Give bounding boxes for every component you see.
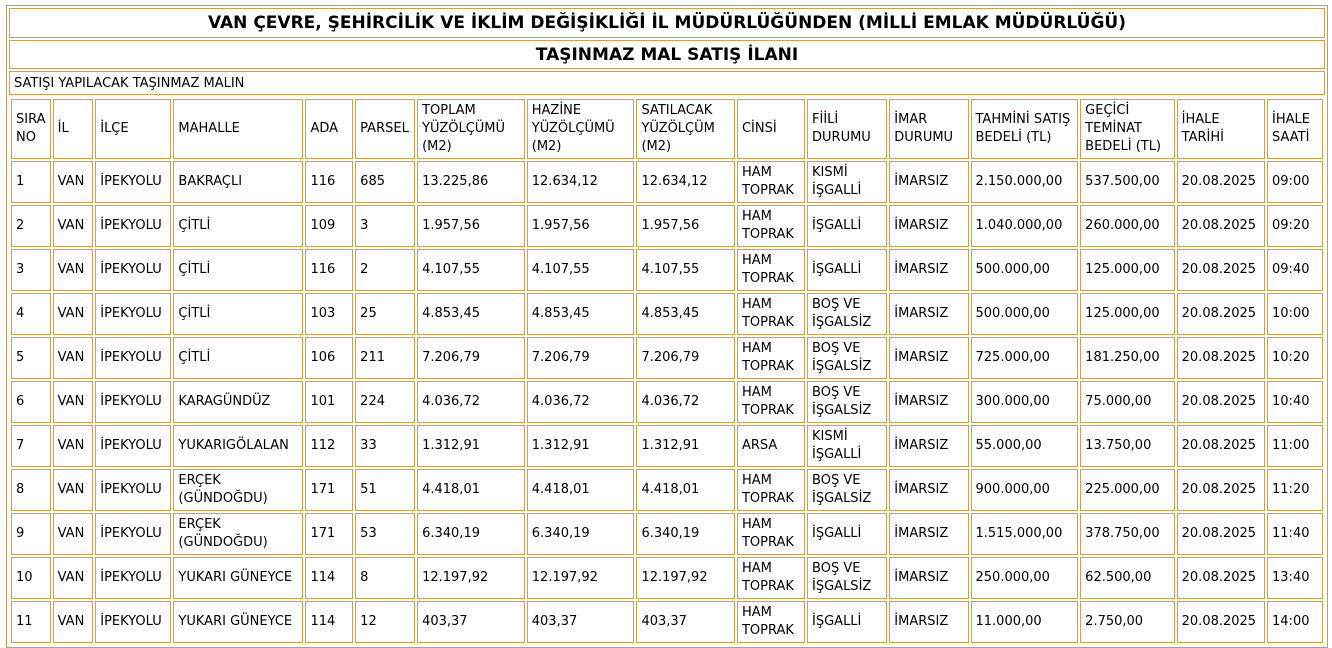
- cell-fiili-durumu: İŞGALLİ: [807, 513, 887, 555]
- cell-hazine-yuzolcumu: 4.853,45: [527, 293, 635, 335]
- cell-il: VAN: [53, 557, 94, 599]
- cell-tahmini-satis-bedeli: 500.000,00: [971, 293, 1079, 335]
- page-subtitle: TAŞINMAZ MAL SATIŞ İLANI: [9, 40, 1325, 69]
- cell-tahmini-satis-bedeli: 725.000,00: [971, 337, 1079, 379]
- cell-sira-no: 5: [11, 337, 51, 379]
- column-header-mahalle: MAHALLE: [173, 99, 303, 159]
- table-row: [11, 249, 1323, 291]
- cell-ihale-saati: 11:20: [1267, 469, 1323, 511]
- cell-hazine-yuzolcumu: 4.418,01: [527, 469, 635, 511]
- cell-satilacak-yuzolcum: 4.036,72: [636, 381, 735, 423]
- cell-satilacak-yuzolcum: 4.107,55: [636, 249, 735, 291]
- cell-sira-no: 11: [11, 601, 51, 643]
- grid-body: [11, 161, 1323, 643]
- cell-satilacak-yuzolcum: 4.418,01: [636, 469, 735, 511]
- cell-mahalle: BAKRAÇLI: [173, 161, 303, 203]
- table-row: [11, 161, 1323, 203]
- cell-imar-durumu: İMARSIZ: [889, 161, 968, 203]
- column-header-imar-durumu: İMAR DURUMU: [889, 99, 968, 159]
- cell-il: VAN: [53, 513, 94, 555]
- cell-il: VAN: [53, 249, 94, 291]
- cell-parsel: 224: [355, 381, 415, 423]
- column-header-ilce: İLÇE: [95, 99, 171, 159]
- cell-gecici-teminat-bedeli: 125.000,00: [1080, 249, 1174, 291]
- cell-toplam-yuzolcumu: 12.197,92: [417, 557, 525, 599]
- cell-ilce: İPEKYOLU: [95, 381, 171, 423]
- column-header-il: İL: [53, 99, 94, 159]
- cell-gecici-teminat-bedeli: 181.250,00: [1080, 337, 1174, 379]
- cell-ihale-saati: 10:20: [1267, 337, 1323, 379]
- cell-ilce: İPEKYOLU: [95, 425, 171, 467]
- cell-fiili-durumu: BOŞ VE İŞGALSİZ: [807, 293, 887, 335]
- cell-fiili-durumu: BOŞ VE İŞGALSİZ: [807, 469, 887, 511]
- cell-ihale-saati: 11:00: [1267, 425, 1323, 467]
- cell-gecici-teminat-bedeli: 62.500,00: [1080, 557, 1174, 599]
- cell-ihale-saati: 11:40: [1267, 513, 1323, 555]
- cell-ihale-saati: 10:00: [1267, 293, 1323, 335]
- cell-satilacak-yuzolcum: 1.312,91: [636, 425, 735, 467]
- cell-ilce: İPEKYOLU: [95, 161, 171, 203]
- cell-toplam-yuzolcumu: 4.853,45: [417, 293, 525, 335]
- cell-tahmini-satis-bedeli: 11.000,00: [971, 601, 1079, 643]
- cell-toplam-yuzolcumu: 1.957,56: [417, 205, 525, 247]
- cell-cinsi: HAM TOPRAK: [737, 381, 805, 423]
- cell-imar-durumu: İMARSIZ: [889, 557, 968, 599]
- cell-toplam-yuzolcumu: 4.107,55: [417, 249, 525, 291]
- cell-imar-durumu: İMARSIZ: [889, 381, 968, 423]
- announcement: [6, 5, 1328, 648]
- cell-fiili-durumu: BOŞ VE İŞGALSİZ: [807, 337, 887, 379]
- cell-hazine-yuzolcumu: 6.340,19: [527, 513, 635, 555]
- cell-ihale-saati: 09:40: [1267, 249, 1323, 291]
- cell-imar-durumu: İMARSIZ: [889, 293, 968, 335]
- cell-tahmini-satis-bedeli: 900.000,00: [971, 469, 1079, 511]
- cell-mahalle: KARAGÜNDÜZ: [173, 381, 303, 423]
- column-header-cinsi: CİNSİ: [737, 99, 805, 159]
- cell-tahmini-satis-bedeli: 500.000,00: [971, 249, 1079, 291]
- cell-cinsi: HAM TOPRAK: [737, 205, 805, 247]
- cell-cinsi: HAM TOPRAK: [737, 337, 805, 379]
- cell-imar-durumu: İMARSIZ: [889, 205, 968, 247]
- cell-ilce: İPEKYOLU: [95, 205, 171, 247]
- cell-il: VAN: [53, 293, 94, 335]
- cell-fiili-durumu: İŞGALLİ: [807, 601, 887, 643]
- cell-satilacak-yuzolcum: 12.197,92: [636, 557, 735, 599]
- cell-ihale-saati: 14:00: [1267, 601, 1323, 643]
- cell-satilacak-yuzolcum: 1.957,56: [636, 205, 735, 247]
- cell-mahalle: YUKARI GÜNEYCE: [173, 557, 303, 599]
- cell-hazine-yuzolcumu: 12.197,92: [527, 557, 635, 599]
- cell-ada: 114: [305, 601, 353, 643]
- table-row: [11, 381, 1323, 423]
- cell-ihale-saati: 13:40: [1267, 557, 1323, 599]
- cell-ihale-saati: 09:20: [1267, 205, 1323, 247]
- cell-mahalle: ÇİTLİ: [173, 293, 303, 335]
- cell-mahalle: ÇİTLİ: [173, 205, 303, 247]
- cell-parsel: 51: [355, 469, 415, 511]
- table-row: [11, 205, 1323, 247]
- cell-cinsi: HAM TOPRAK: [737, 557, 805, 599]
- cell-toplam-yuzolcumu: 4.418,01: [417, 469, 525, 511]
- cell-ada: 171: [305, 513, 353, 555]
- cell-imar-durumu: İMARSIZ: [889, 337, 968, 379]
- table-row: [11, 601, 1323, 643]
- column-header-gecici-teminat-bedeli: GEÇİCİ TEMİNAT BEDELİ (TL): [1080, 99, 1174, 159]
- cell-ihale-tarihi: 20.08.2025: [1177, 337, 1265, 379]
- property-grid-wrap: [9, 97, 1325, 645]
- cell-fiili-durumu: BOŞ VE İŞGALSİZ: [807, 557, 887, 599]
- cell-il: VAN: [53, 337, 94, 379]
- cell-ihale-tarihi: 20.08.2025: [1177, 381, 1265, 423]
- cell-fiili-durumu: İŞGALLİ: [807, 205, 887, 247]
- cell-ihale-tarihi: 20.08.2025: [1177, 249, 1265, 291]
- cell-sira-no: 8: [11, 469, 51, 511]
- column-header-ihale-tarihi: İHALE TARİHİ: [1177, 99, 1265, 159]
- cell-ilce: İPEKYOLU: [95, 249, 171, 291]
- table-caption: SATIŞI YAPILACAK TAŞINMAZ MALIN: [9, 71, 1325, 95]
- cell-hazine-yuzolcumu: 4.036,72: [527, 381, 635, 423]
- cell-mahalle: ERÇEK (GÜNDOĞDU): [173, 513, 303, 555]
- cell-toplam-yuzolcumu: 1.312,91: [417, 425, 525, 467]
- cell-imar-durumu: İMARSIZ: [889, 601, 968, 643]
- cell-parsel: 3: [355, 205, 415, 247]
- column-header-sira-no: SIRA NO: [11, 99, 51, 159]
- column-header-satilacak-yuzolcum: SATILACAK YÜZÖLÇÜM (M2): [636, 99, 735, 159]
- cell-satilacak-yuzolcum: 6.340,19: [636, 513, 735, 555]
- cell-cinsi: HAM TOPRAK: [737, 161, 805, 203]
- cell-tahmini-satis-bedeli: 55.000,00: [971, 425, 1079, 467]
- cell-imar-durumu: İMARSIZ: [889, 249, 968, 291]
- column-header-toplam-yuzolcumu: TOPLAM YÜZÖLÇÜMÜ (M2): [417, 99, 525, 159]
- column-header-fiili-durumu: FİİLİ DURUMU: [807, 99, 887, 159]
- cell-ada: 109: [305, 205, 353, 247]
- table-row: [11, 469, 1323, 511]
- cell-parsel: 33: [355, 425, 415, 467]
- cell-il: VAN: [53, 161, 94, 203]
- cell-gecici-teminat-bedeli: 13.750,00: [1080, 425, 1174, 467]
- cell-parsel: 12: [355, 601, 415, 643]
- cell-ihale-tarihi: 20.08.2025: [1177, 425, 1265, 467]
- cell-cinsi: HAM TOPRAK: [737, 601, 805, 643]
- cell-parsel: 25: [355, 293, 415, 335]
- cell-fiili-durumu: KISMİ İŞGALLİ: [807, 161, 887, 203]
- cell-hazine-yuzolcumu: 7.206,79: [527, 337, 635, 379]
- cell-cinsi: ARSA: [737, 425, 805, 467]
- announcement-table: [6, 5, 1328, 648]
- cell-mahalle: ÇİTLİ: [173, 337, 303, 379]
- cell-ada: 116: [305, 249, 353, 291]
- cell-toplam-yuzolcumu: 403,37: [417, 601, 525, 643]
- cell-ilce: İPEKYOLU: [95, 469, 171, 511]
- cell-sira-no: 2: [11, 205, 51, 247]
- header-row: [11, 99, 1323, 159]
- cell-satilacak-yuzolcum: 4.853,45: [636, 293, 735, 335]
- cell-parsel: 685: [355, 161, 415, 203]
- cell-satilacak-yuzolcum: 12.634,12: [636, 161, 735, 203]
- cell-ihale-tarihi: 20.08.2025: [1177, 469, 1265, 511]
- cell-cinsi: HAM TOPRAK: [737, 293, 805, 335]
- cell-sira-no: 9: [11, 513, 51, 555]
- cell-gecici-teminat-bedeli: 225.000,00: [1080, 469, 1174, 511]
- cell-imar-durumu: İMARSIZ: [889, 513, 968, 555]
- cell-imar-durumu: İMARSIZ: [889, 425, 968, 467]
- cell-mahalle: YUKARI GÜNEYCE: [173, 601, 303, 643]
- cell-il: VAN: [53, 425, 94, 467]
- cell-cinsi: HAM TOPRAK: [737, 249, 805, 291]
- cell-tahmini-satis-bedeli: 2.150.000,00: [971, 161, 1079, 203]
- cell-toplam-yuzolcumu: 13.225,86: [417, 161, 525, 203]
- cell-sira-no: 6: [11, 381, 51, 423]
- property-grid: [9, 97, 1325, 645]
- cell-satilacak-yuzolcum: 403,37: [636, 601, 735, 643]
- table-row: [11, 293, 1323, 335]
- cell-ilce: İPEKYOLU: [95, 513, 171, 555]
- page-title: VAN ÇEVRE, ŞEHİRCİLİK VE İKLİM DEĞİŞİKLİĞİ İL MÜDÜRLÜĞÜNDEN (MİLLİ EMLAK MÜDÜRLÜĞÜ): [9, 8, 1325, 38]
- cell-il: VAN: [53, 381, 94, 423]
- cell-ihale-saati: 09:00: [1267, 161, 1323, 203]
- column-header-parsel: PARSEL: [355, 99, 415, 159]
- cell-tahmini-satis-bedeli: 1.515.000,00: [971, 513, 1079, 555]
- cell-ada: 106: [305, 337, 353, 379]
- cell-ilce: İPEKYOLU: [95, 337, 171, 379]
- cell-il: VAN: [53, 601, 94, 643]
- cell-mahalle: ÇİTLİ: [173, 249, 303, 291]
- cell-gecici-teminat-bedeli: 537.500,00: [1080, 161, 1174, 203]
- cell-gecici-teminat-bedeli: 75.000,00: [1080, 381, 1174, 423]
- cell-ihale-tarihi: 20.08.2025: [1177, 161, 1265, 203]
- table-row: [11, 425, 1323, 467]
- table-row: [11, 557, 1323, 599]
- cell-ilce: İPEKYOLU: [95, 601, 171, 643]
- cell-fiili-durumu: İŞGALLİ: [807, 249, 887, 291]
- cell-ihale-tarihi: 20.08.2025: [1177, 293, 1265, 335]
- cell-sira-no: 1: [11, 161, 51, 203]
- column-header-tahmini-satis-bedeli: TAHMİNİ SATIŞ BEDELİ (TL): [971, 99, 1079, 159]
- cell-ada: 112: [305, 425, 353, 467]
- cell-tahmini-satis-bedeli: 250.000,00: [971, 557, 1079, 599]
- cell-fiili-durumu: BOŞ VE İŞGALSİZ: [807, 381, 887, 423]
- cell-mahalle: YUKARIGÖLALAN: [173, 425, 303, 467]
- cell-sira-no: 4: [11, 293, 51, 335]
- table-row: [11, 337, 1323, 379]
- cell-parsel: 53: [355, 513, 415, 555]
- cell-ilce: İPEKYOLU: [95, 557, 171, 599]
- cell-gecici-teminat-bedeli: 378.750,00: [1080, 513, 1174, 555]
- cell-hazine-yuzolcumu: 12.634,12: [527, 161, 635, 203]
- cell-hazine-yuzolcumu: 1.957,56: [527, 205, 635, 247]
- cell-ihale-tarihi: 20.08.2025: [1177, 513, 1265, 555]
- cell-hazine-yuzolcumu: 403,37: [527, 601, 635, 643]
- column-header-ihale-saati: İHALE SAATİ: [1267, 99, 1323, 159]
- cell-toplam-yuzolcumu: 4.036,72: [417, 381, 525, 423]
- cell-ada: 116: [305, 161, 353, 203]
- cell-ada: 171: [305, 469, 353, 511]
- cell-parsel: 8: [355, 557, 415, 599]
- cell-gecici-teminat-bedeli: 125.000,00: [1080, 293, 1174, 335]
- table-row: [11, 513, 1323, 555]
- cell-ada: 103: [305, 293, 353, 335]
- cell-gecici-teminat-bedeli: 2.750,00: [1080, 601, 1174, 643]
- cell-ihale-tarihi: 20.08.2025: [1177, 601, 1265, 643]
- cell-ihale-tarihi: 20.08.2025: [1177, 557, 1265, 599]
- cell-mahalle: ERÇEK (GÜNDOĞDU): [173, 469, 303, 511]
- cell-hazine-yuzolcumu: 4.107,55: [527, 249, 635, 291]
- cell-parsel: 2: [355, 249, 415, 291]
- cell-ihale-tarihi: 20.08.2025: [1177, 205, 1265, 247]
- column-header-ada: ADA: [305, 99, 353, 159]
- cell-tahmini-satis-bedeli: 300.000,00: [971, 381, 1079, 423]
- cell-ilce: İPEKYOLU: [95, 293, 171, 335]
- cell-ada: 114: [305, 557, 353, 599]
- cell-il: VAN: [53, 469, 94, 511]
- cell-satilacak-yuzolcum: 7.206,79: [636, 337, 735, 379]
- cell-ihale-saati: 10:40: [1267, 381, 1323, 423]
- cell-cinsi: HAM TOPRAK: [737, 513, 805, 555]
- cell-toplam-yuzolcumu: 7.206,79: [417, 337, 525, 379]
- cell-tahmini-satis-bedeli: 1.040.000,00: [971, 205, 1079, 247]
- cell-il: VAN: [53, 205, 94, 247]
- cell-cinsi: HAM TOPRAK: [737, 469, 805, 511]
- cell-gecici-teminat-bedeli: 260.000,00: [1080, 205, 1174, 247]
- cell-hazine-yuzolcumu: 1.312,91: [527, 425, 635, 467]
- column-header-hazine-yuzolcumu: HAZİNE YÜZÖLÇÜMÜ (M2): [527, 99, 635, 159]
- cell-sira-no: 7: [11, 425, 51, 467]
- cell-sira-no: 10: [11, 557, 51, 599]
- cell-sira-no: 3: [11, 249, 51, 291]
- cell-imar-durumu: İMARSIZ: [889, 469, 968, 511]
- cell-ada: 101: [305, 381, 353, 423]
- cell-parsel: 211: [355, 337, 415, 379]
- cell-fiili-durumu: KISMİ İŞGALLİ: [807, 425, 887, 467]
- cell-toplam-yuzolcumu: 6.340,19: [417, 513, 525, 555]
